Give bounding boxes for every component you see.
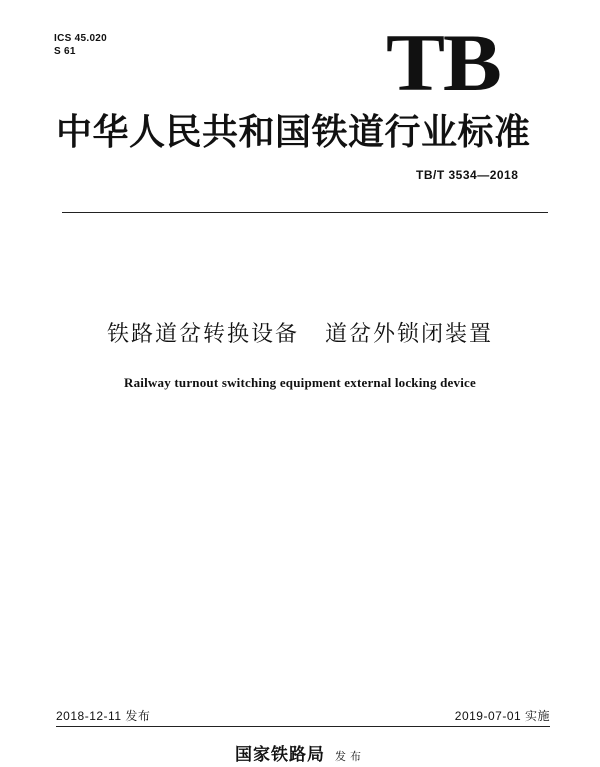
publisher-line xyxy=(0,740,600,765)
implementation-date: 2019-07-01 实施 xyxy=(454,709,550,723)
tb-logo: TB xyxy=(386,17,500,108)
title-cn-part2: 道岔外锁闭装置 xyxy=(325,322,494,347)
org-title: 中华人民共和国铁道行业标准 xyxy=(56,111,531,153)
classification-codes xyxy=(54,32,107,58)
publisher-name: 国家铁路局 xyxy=(235,745,325,765)
publisher-suffix: 发布 xyxy=(335,750,365,763)
ics-code: ICS 45.020 xyxy=(54,33,108,44)
title-cn-part1: 铁路道岔转换设备 xyxy=(106,322,299,347)
ccs-code: S 61 xyxy=(54,46,76,57)
bottom-divider xyxy=(56,726,550,727)
standard-title-cn xyxy=(0,320,600,350)
issue-date: 2018-12-11 发布 xyxy=(56,709,151,723)
top-divider xyxy=(62,212,548,213)
standard-title-en: Railway turnout switching equipment external locking device xyxy=(124,375,476,390)
standard-number: TB/T 3534—2018 xyxy=(416,168,519,182)
